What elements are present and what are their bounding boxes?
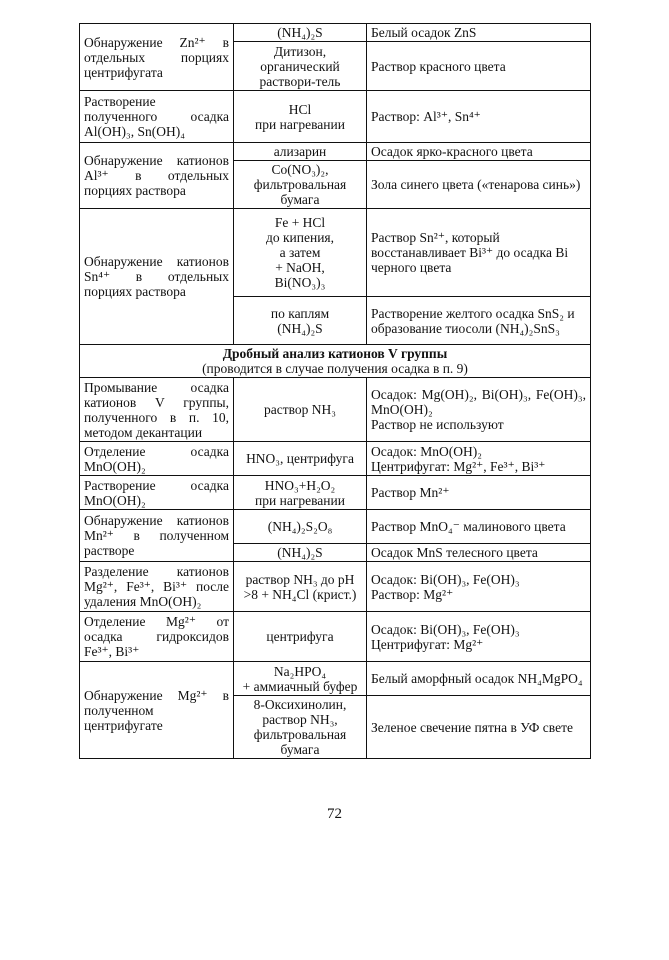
- reagent-cell: центрифуга: [234, 612, 367, 662]
- reagent-cell: [234, 91, 367, 143]
- reagent-cell: раствор NH₃: [234, 378, 367, 442]
- section-header: [80, 345, 591, 378]
- reagent-cell: HNO₃, центрифуга: [234, 442, 367, 476]
- reagent-line: раствор NH₃ до pH: [245, 571, 355, 587]
- reagent-cell: [234, 476, 367, 510]
- step-cell: Обнаружение Zn²⁺ в отдельных порциях центрифугата: [80, 24, 234, 91]
- step-cell: Обнаружение катионов Al³⁺ в отдельных порциях раствора: [80, 143, 234, 209]
- reagent-cell: [234, 161, 367, 209]
- effect-cell: Раствор красного цвета: [367, 42, 591, 91]
- effect-line: Центрифугат: Mg²⁺: [371, 636, 484, 652]
- reagent-line: фильтровальная: [253, 177, 347, 192]
- step-cell: Отделение Mg²⁺ от осадка гидроксидов Fe³⁺, Bi³⁺: [80, 612, 234, 662]
- table-row: [80, 91, 591, 143]
- reagent-line: по каплям: [270, 305, 330, 321]
- effect-cell: Зола синего цвета («тенарова синь»): [367, 161, 591, 209]
- table-row: [80, 209, 591, 297]
- effect-cell: Зеленое свечение пятна в УФ свете: [367, 696, 591, 759]
- effect-line: Осадок: Bi(OH)₃, Fe(OH)₃: [371, 621, 520, 637]
- reagent-cell: (NH₄)₂S: [234, 24, 367, 42]
- step-cell: Разделение катионов Mg²⁺, Fe³⁺, Bi³⁺ после удаления MnO(OH)₂: [80, 562, 234, 612]
- reagent-line: до кипения,: [265, 230, 335, 245]
- reagent-line: HNO₃+H₂O₂: [264, 477, 336, 493]
- reagent-cell: [234, 297, 367, 345]
- reagent-line: + аммиачный буфер: [242, 678, 358, 694]
- reagent-cell: [234, 562, 367, 612]
- reagent-line: 8-Оксихинолин,: [253, 697, 347, 712]
- effect-line: Раствор: Mg²⁺: [371, 586, 454, 602]
- section-title: Дробный анализ катионов V группы: [222, 346, 448, 361]
- reagent-line: Co(NO₃)₂,: [271, 162, 329, 177]
- effect-cell: Белый аморфный осадок NH₄MgPO₄: [367, 662, 591, 696]
- reagent-cell: [234, 696, 367, 759]
- table-row: [80, 143, 591, 161]
- effect-line: Центрифугат: Mg²⁺, Fe³⁺, Bi³⁺: [371, 458, 546, 474]
- effect-cell: [367, 612, 591, 662]
- effect-line: Осадок: Bi(OH)₃, Fe(OH)₃: [371, 571, 520, 587]
- effect-cell: Раствор MnO₄⁻ малинового цвета: [367, 510, 591, 544]
- effect-line: Осадок: Mg(OH)₂, Bi(OH)₃, Fe(OH)₃, MnO(OH)₂: [371, 387, 586, 417]
- reagent-line: (NH₄)₂S: [277, 320, 323, 336]
- reagent-line: Fe + HCl: [274, 215, 326, 230]
- effect-cell: Раствор: Al³⁺, Sn⁴⁺: [367, 91, 591, 143]
- effect-cell: [367, 562, 591, 612]
- reagent-line: Na₂HPO₄: [273, 663, 327, 679]
- reagent-cell: [234, 209, 367, 297]
- reaction-table: [79, 23, 591, 759]
- table-row: [80, 662, 591, 696]
- reagent-line: Bi(NO₃)₃: [274, 275, 326, 290]
- reagent-cell: Дитизон, органический раствори-тель: [234, 42, 367, 91]
- reagent-line: + NaOH,: [275, 260, 325, 275]
- effect-line: Раствор не используют: [371, 417, 504, 432]
- section-subtitle: (проводится в случае получения осадка в п. 9): [202, 361, 468, 376]
- step-cell: Обнаружение Mg²⁺ в полученном центрифугате: [80, 662, 234, 759]
- reagent-line: при нагревании: [255, 116, 345, 132]
- reagent-line: при нагревании: [255, 492, 345, 508]
- table-row: [80, 24, 591, 42]
- effect-cell: [367, 442, 591, 476]
- effect-line: Осадок: MnO(OH)₂: [371, 443, 482, 459]
- table-row: [80, 510, 591, 544]
- effect-cell: Осадок ярко-красного цвета: [367, 143, 591, 161]
- effect-cell: Белый осадок ZnS: [367, 24, 591, 42]
- reagent-line: бумага: [280, 192, 320, 207]
- reagent-cell: (NH₄)₂S: [234, 544, 367, 562]
- section-header-row: [80, 345, 591, 378]
- table-row: [80, 378, 591, 442]
- step-cell: Обнаружение катионов Sn⁴⁺ в отдельных порциях раствора: [80, 209, 234, 345]
- table-row: [80, 476, 591, 510]
- reagent-line: >8 + NH₄Cl (крист.): [243, 586, 357, 602]
- table-row: [80, 562, 591, 612]
- reagent-cell: (NH₄)₂S₂O₈: [234, 510, 367, 544]
- step-cell: Отделение осадка MnO(OH)₂: [80, 442, 234, 476]
- table-row: [80, 442, 591, 476]
- reagent-cell: ализарин: [234, 143, 367, 161]
- reagent-line: HCl: [288, 101, 312, 117]
- reagent-cell: [234, 662, 367, 696]
- step-cell: Промывание осадка катионов V группы, полученного в п. 10, методом декантации: [80, 378, 234, 442]
- step-cell: Растворение осадка MnO(OH)₂: [80, 476, 234, 510]
- page-number: 72: [327, 806, 342, 822]
- step-cell: Растворение полученного осадка Al(OH)₃, Sn(OH)₄: [80, 91, 234, 143]
- effect-cell: Осадок MnS телесного цвета: [367, 544, 591, 562]
- reagent-line: раствор NH₃, фильтровальная бумага: [253, 712, 347, 757]
- reagent-line: а затем: [279, 245, 321, 260]
- table-row: [80, 612, 591, 662]
- effect-cell: Растворение желтого осадка SnS₂ и образование тиосоли (NH₄)₂SnS₃: [367, 297, 591, 345]
- step-cell: Обнаружение катионов Mn²⁺ в полученном растворе: [80, 510, 234, 562]
- effect-cell: Раствор Sn²⁺, который восстанавливает Bi³⁺ до осадка Bi черного цвета: [367, 209, 591, 297]
- effect-cell: Раствор Mn²⁺: [367, 476, 591, 510]
- effect-cell: [367, 378, 591, 442]
